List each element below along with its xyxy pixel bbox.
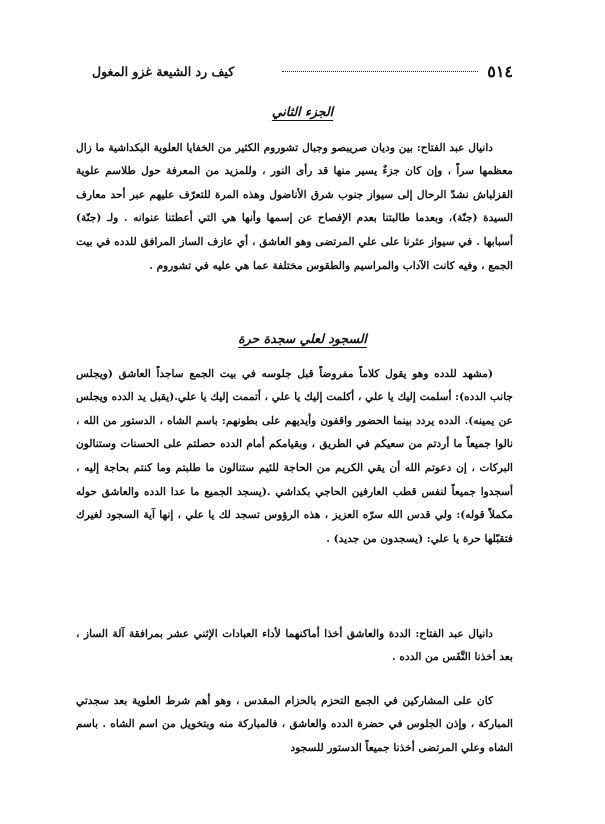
section-title-text: السجود لعلي سجدة حرة — [238, 331, 367, 346]
body-paragraph: دانيال عبد الفتاح: الددة والعاشق أخذا أماكنهما لأداء العبادات الإثني عشر بمرافقة آلة الساز ، بعد أخذنا النَّفَس من الدده . — [76, 627, 513, 664]
page-number: ٥١٤ — [487, 62, 513, 81]
section-title-text: الجزء الثاني — [271, 104, 334, 119]
section-title — [0, 104, 605, 119]
running-title: كيف رد الشيعة غزو المغول — [92, 64, 235, 79]
section-title — [0, 331, 605, 346]
body-paragraph: (مشهد للدده وهو يقول كلاماً مفروضاً قبل جلوسه في بيت الجمع ساجداً العاشق (ويجلس جانب الدده): أسلمت إليك يا علي ، أكلمت إليك يا علي ، أتممت إليك يا علي.(يقبل يد الدده ويجلس عن يمينه). الدده يردد بينما الحضور واقفون وأيديهم على بطونهم: باسم الشاه ، الدستور من الله ، نالوا جميعاً ما أردتم من سعيكم في الطريق ، وبقيامكم أمام الدده حصلتم على الحسنات وستنالون البركات ، إن دعوتم الله أن يقي الكريم من الحاجة للئيم ستنالون ما طلبتم وما كنتم بحاجة إليه ، أسجدوا جميعاً لنفس قطب العارفين الحاجي بكداشي .(يسجد الجميع ما عدا الدده والعاشق حوله مكملاً قوله): ولي قدس الله سرّه العزيز ، هذه الرؤوس تسجد لك يا علي ، إنها آية السجود لغيرك فتقبّلها حرة يا علي: (يسجدون من جديد) . — [76, 367, 513, 545]
body-paragraph: كان على المشاركين في الجمع التحزم بالحزام المقدس ، وهو أهم شرط العلوية بعد سجدتي المباركة ، وإذن الجلوس في حضرة الدده والعاشق ، فالمباركة منه وبتخويل من اسم الشاه . باسم الشاه وعلي المرتضى أخذنا جميعاً الدستور للسجود — [76, 694, 513, 754]
header-dotted-leader — [282, 71, 478, 72]
body-paragraph: دانيال عبد الفتاح: بين وديان صريبصو وجبال تشوروم الكثير من الخفايا العلوية البكداشية ما زال معظمها سراً ، وإن كان جزءٌ يسير منها قد رأى النور ، وللمزيد من المعرفة حول طلاسم علوية القزلباش نشدّ الرحال إلى سيواز جنوب شرق الأناضول وهذه المرة للتعرّف عليهم عبر أحد معارف السيدة (جنّة)، وبعدما طالبتنا بعدم الإفصاح عن إسمها وأنها هي التي أعطتنا عنوانه . ولـ (جنّة) أسبابها . في سيواز عثرنا على علي المرتضى وهو العاشق ، أي عازف الساز المرافق للدده في بيت الجمع ، وفيه كانت الآداب والمراسيم والطقوس مختلفة عما هي عليه في تشوروم . — [76, 141, 513, 272]
page-header — [92, 62, 513, 84]
